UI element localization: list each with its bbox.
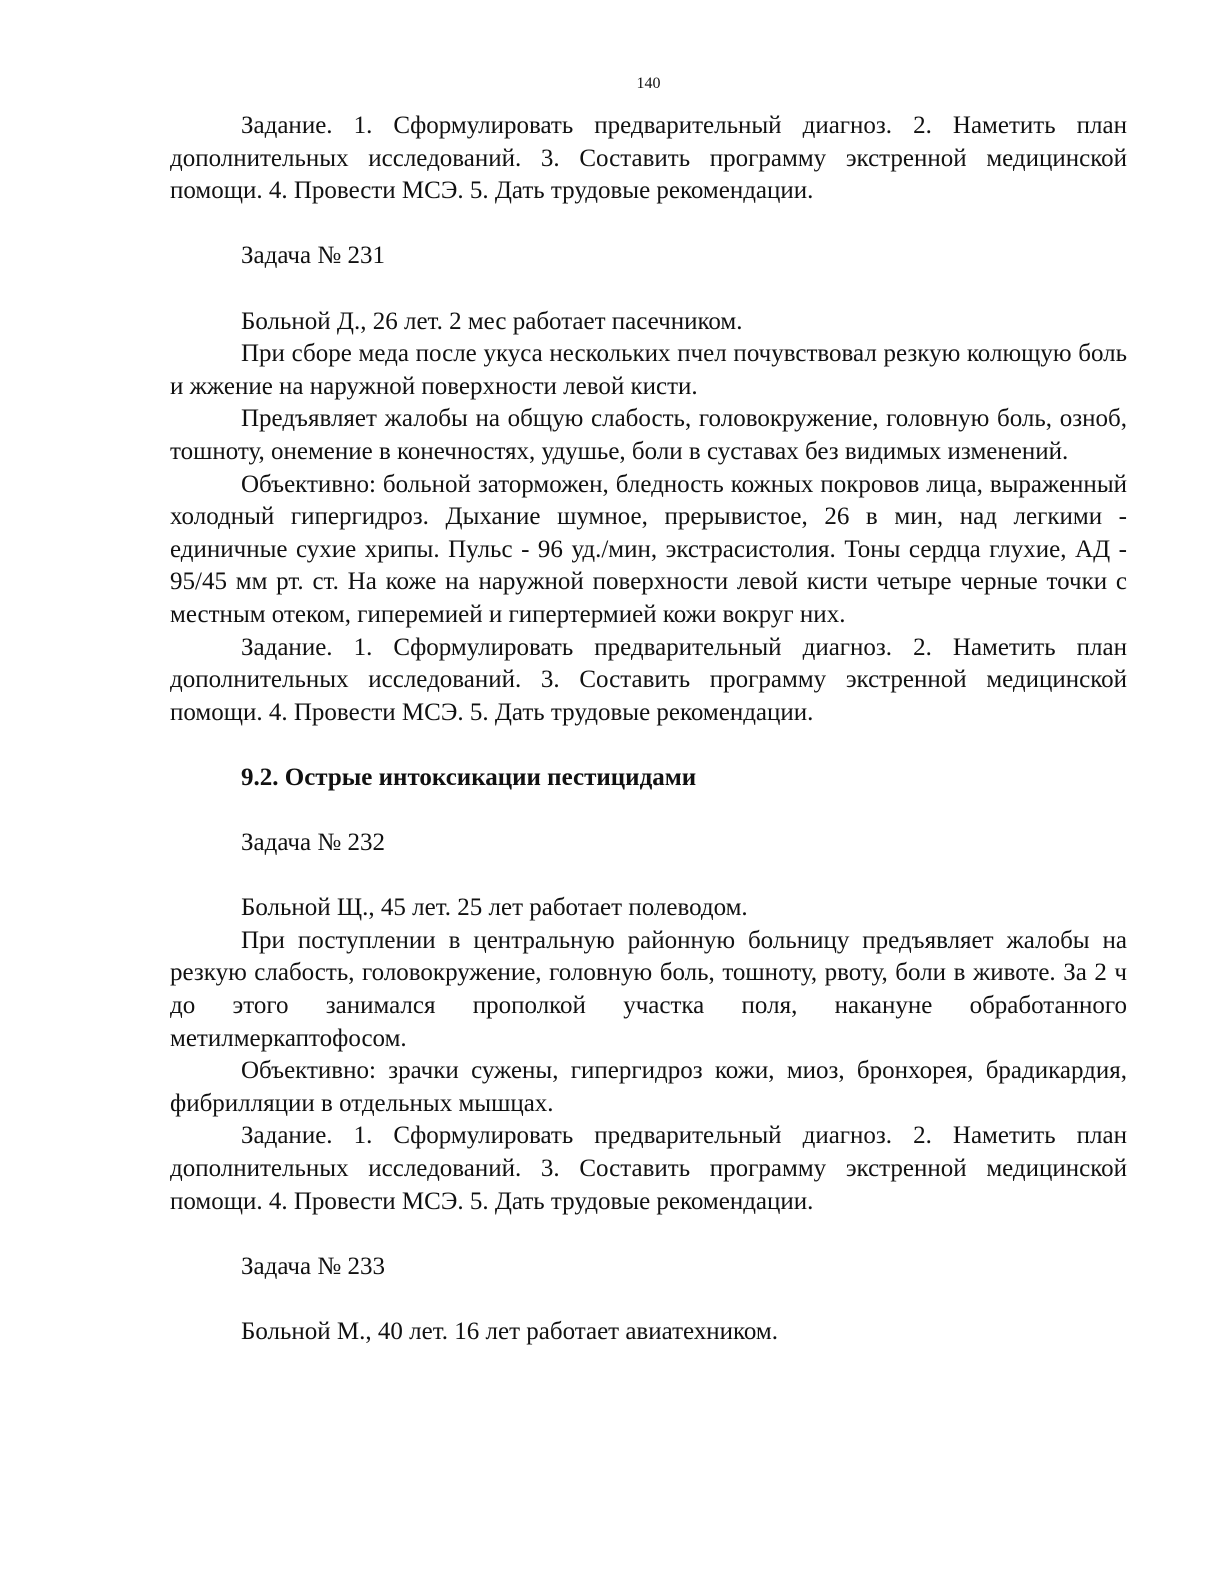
- task-instructions-232: Задание. 1. Сформулировать предварительный диагноз. 2. Наметить план дополнительных исследований. 3. Составить программу экстренной медицинской помощи. 4. Провести МСЭ. 5. Дать трудовые рекомендации.: [170, 1122, 1127, 1215]
- paragraph-complaints-231: Предъявляет жалобы на общую слабость, головокружение, головную боль, озноб, тошноту, онемение в конечностях, удушье, боли в суставах без видимых изменений.: [170, 405, 1127, 465]
- task-instructions-231: Задание. 1. Сформулировать предварительный диагноз. 2. Наметить план дополнительных исследований. 3. Составить программу экстренной медицинской помощи. 4. Провести МСЭ. 5. Дать трудовые рекомендации.: [170, 633, 1127, 726]
- patient-intro-231: Больной Д., 26 лет. 2 мес работает пасечником.: [241, 307, 743, 335]
- paragraph-history-232: При поступлении в центральную районную больницу предъявляет жалобы на резкую слабость, головокружение, головную боль, тошноту, рвоту, боли в животе. За 2 ч до этого занимался прополкой участка поля, накануне обработанного метилмеркаптофосом.: [170, 926, 1127, 1052]
- patient-intro-233: Больной М., 40 лет. 16 лет работает авиатехником.: [241, 1317, 778, 1345]
- problem-title-232: Задача № 232: [241, 829, 385, 857]
- paragraph-objective-232: Объективно: зрачки сужены, гипергидроз кожи, миоз, бронхорея, брадикардия, фибрилляции в отдельных мышцах.: [170, 1057, 1127, 1117]
- page-number: 140: [636, 75, 661, 92]
- document-page: [170, 74, 1127, 1349]
- problem-title-231: Задача № 231: [241, 242, 385, 270]
- task-instructions-1: Задание. 1. Сформулировать предварительный диагноз. 2. Наметить план дополнительных исследований. 3. Составить программу экстренной медицинской помощи. 4. Провести МСЭ. 5. Дать трудовые рекомендации.: [170, 112, 1127, 205]
- problem-title-233: Задача № 233: [241, 1252, 385, 1280]
- paragraph-history-231: При сборе меда после укуса нескольких пчел почувствовал резкую колющую боль и жжение на наружной поверхности левой кисти.: [170, 340, 1127, 400]
- patient-intro-232: Больной Щ., 45 лет. 25 лет работает полеводом.: [241, 894, 748, 922]
- section-heading: 9.2. Острые интоксикации пестицидами: [241, 763, 697, 791]
- paragraph-objective-231: Объективно: больной заторможен, бледность кожных покровов лица, выраженный холодный гипергидроз. Дыхание шумное, прерывистое, 26 в мин, над легкими - единичные сухие хрипы. Пульс - 96 уд./мин, экстрасистолия. Тоны сердца глухие, АД - 95/45 мм рт. ст. На коже на наружной поверхности левой кисти четыре черные точки с местным отеком, гиперемией и гипертермией кожи вокруг них.: [170, 470, 1127, 628]
